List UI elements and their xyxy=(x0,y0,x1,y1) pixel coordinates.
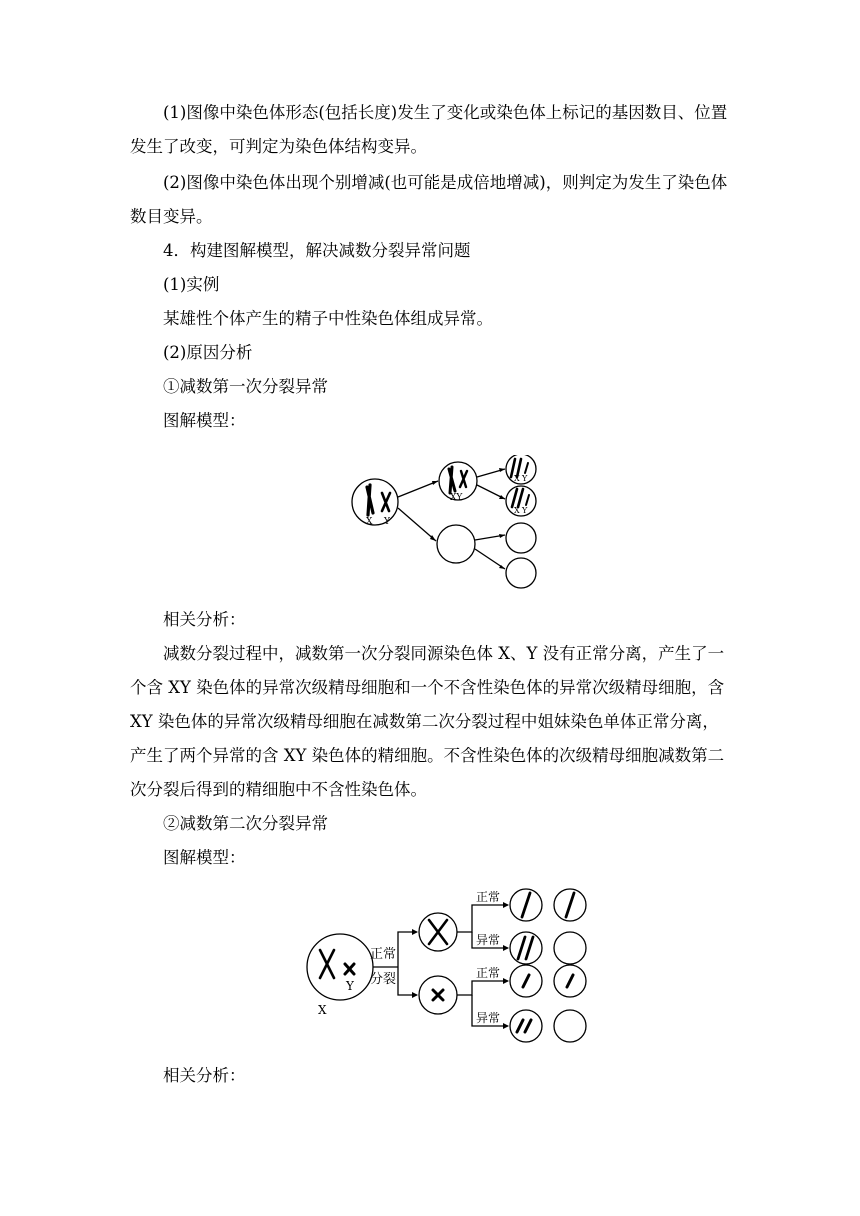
y-chromosome-secondary xyxy=(433,990,443,1000)
x-chromosome-parent xyxy=(367,485,373,515)
sperm-2-label-x: X xyxy=(514,506,520,515)
arrow-to-normal-y xyxy=(457,981,508,995)
arrow-label-division: 分裂 xyxy=(370,972,397,987)
paragraph-structure-variation: (1)图像中染色体形态(包括长度)发生了变化或染色体上标记的基因数目、位置发生了改变，可判定为染色体结构变异。 xyxy=(130,103,728,156)
arrow-to-secondary-empty xyxy=(398,508,436,541)
analysis-label-1: 相关分析： xyxy=(163,610,246,629)
example-text: 某雄性个体产生的精子中性染色体组成异常。 xyxy=(163,309,493,328)
primary-spermatocyte-cell xyxy=(352,479,398,525)
parent-label-x: X xyxy=(318,1003,327,1017)
branch-label-normal-y: 正常 xyxy=(476,966,501,980)
arrow-to-secondary-x xyxy=(398,932,417,967)
x-chromatid-sperm-2 xyxy=(566,893,574,917)
case-meiosis-2-heading: ②减数第二次分裂异常 xyxy=(163,814,328,833)
primary-spermatocyte-cell xyxy=(307,934,373,1000)
branch-label-normal-x: 正常 xyxy=(476,890,501,904)
arrow-label-normal: 正常 xyxy=(370,947,397,962)
y-chromosome-parent xyxy=(345,964,354,974)
x-chromosome-parent xyxy=(320,950,334,978)
branch-label-abnormal-x: 异常 xyxy=(476,933,501,947)
sperm-1-label-x: X xyxy=(514,474,520,483)
sperm-2-chromatids xyxy=(512,489,523,507)
y-chromosome-secondary xyxy=(460,471,467,487)
meiosis-2-diagram xyxy=(300,880,595,1050)
branch-label-abnormal-y: 异常 xyxy=(476,1011,501,1025)
analysis-text-1: 减数分裂过程中，减数第一次分裂同源染色体 X、Y 没有正常分离，产生了一个含 XY 染色体的异常次级精母细胞和一个不含性染色体的异常次级精母细胞，含 XY 染色体的异常次级精母细胞在减数第二次分裂过程中姐妹染色单体正常分离，产生了两个异常的含 XY 染色体的精细胞。不含性染色体的次级精母细胞减数第二次分裂后得到的精细胞中不含性染色体。 xyxy=(130,644,725,799)
sperm-2-y-chromatid xyxy=(526,495,529,505)
case-meiosis-1-heading: ①减数第一次分裂异常 xyxy=(163,377,328,396)
sperm-cell-empty-2 xyxy=(506,558,536,588)
x-chromatid-sperm-1 xyxy=(522,893,530,917)
secondary-label-xy: XY xyxy=(450,493,463,503)
y-chromosome-parent xyxy=(382,493,390,511)
secondary-spermatocyte-empty-cell xyxy=(437,525,475,563)
subheading-example: (1)实例 xyxy=(163,275,220,294)
y-chromatid-sperm-2 xyxy=(567,975,573,987)
section-heading-4: 4．构建图解模型，解决减数分裂异常问题 xyxy=(163,241,471,260)
sperm-empty-1 xyxy=(554,932,586,964)
parent-label-y: Y xyxy=(384,517,390,527)
arrow-to-secondary-y xyxy=(398,967,417,995)
sperm-empty-2 xyxy=(554,1010,586,1042)
parent-label-x: X xyxy=(366,517,373,527)
xx-chromatids-abnormal xyxy=(518,937,533,959)
x-chromosome-secondary xyxy=(449,467,455,493)
model-label-1: 图解模型： xyxy=(163,411,246,430)
sperm-yy-abnormal xyxy=(510,1010,542,1042)
sperm-cell-empty-1 xyxy=(506,523,536,553)
paragraph-number-variation: (2)图像中染色体出现个别增减(也可能是成倍地增减)，则判定为发生了染色体数目变异。 xyxy=(130,173,728,226)
model-label-2: 图解模型： xyxy=(163,848,246,867)
x-chromosome-secondary xyxy=(429,920,447,944)
analysis-label-2: 相关分析： xyxy=(163,1066,246,1085)
parent-label-y: Y xyxy=(346,979,354,993)
meiosis-1-diagram xyxy=(340,455,550,595)
arrow-to-secondary-xy xyxy=(398,481,438,497)
sperm-2-label-y: Y xyxy=(522,506,528,515)
arrow-to-normal-x xyxy=(457,905,508,932)
yy-chromatids-abnormal xyxy=(517,1020,531,1032)
sperm-1-label-y: Y xyxy=(522,474,528,483)
sperm-1-y-chromatid xyxy=(525,463,528,473)
y-chromatid-sperm-1 xyxy=(523,975,529,987)
subheading-cause-analysis: (2)原因分析 xyxy=(163,343,253,362)
